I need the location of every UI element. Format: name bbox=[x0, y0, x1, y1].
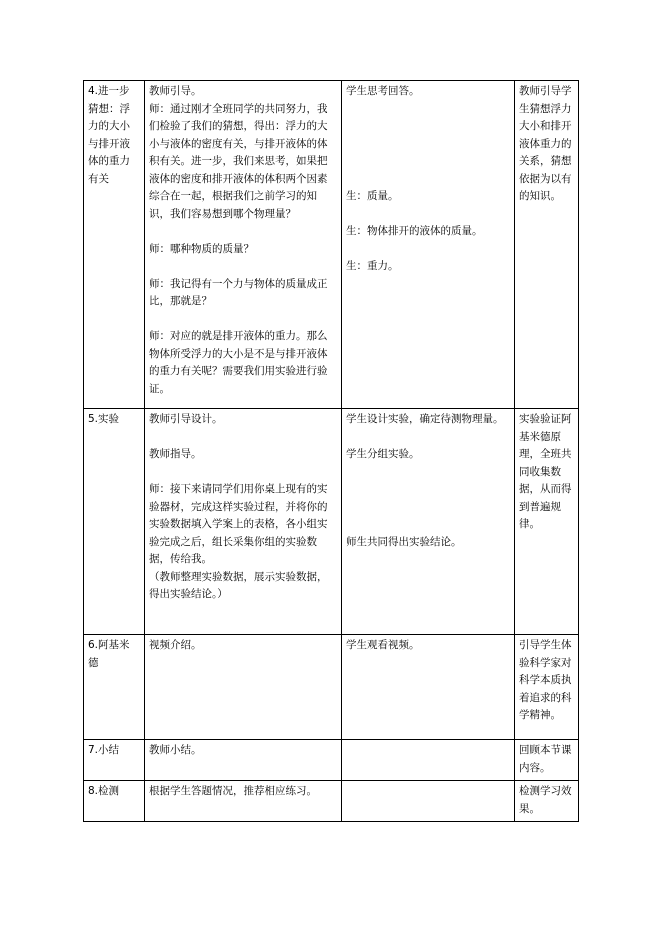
intent-text: 引导学生体验科学家对科学本质执着追求的科学精神。 bbox=[519, 639, 572, 721]
spacer bbox=[346, 481, 510, 499]
table-row bbox=[84, 781, 579, 822]
spacer bbox=[346, 171, 510, 189]
intent-text: 教师引导学生猜想浮力大小和排开液体重力的关系，猜想依据为以有的知识。 bbox=[519, 85, 572, 202]
stage-cell bbox=[84, 81, 145, 409]
stage-text: 4.进一步猜想：浮力的大小与排开液体的重力有关 bbox=[88, 85, 130, 185]
student-line: 生：质量。 bbox=[346, 190, 399, 202]
spacer bbox=[149, 429, 337, 447]
student-line: 生：物体排开的液体的质量。 bbox=[346, 225, 483, 237]
design-intent-cell bbox=[515, 81, 579, 409]
teacher-line: 教师引导。 bbox=[149, 85, 202, 97]
teacher-line: 视频介绍。 bbox=[149, 639, 202, 651]
teacher-line: 师：哪种物质的质量？ bbox=[149, 242, 254, 255]
spacer bbox=[346, 464, 510, 482]
teacher-line: 教师小结。 bbox=[149, 744, 202, 756]
intent-text: 实验验证阿基米德原理，全班共同收集数据，从而得到普遍规律。 bbox=[519, 413, 572, 530]
stage-cell bbox=[84, 635, 145, 740]
design-intent-cell bbox=[515, 740, 579, 781]
lesson-plan-body bbox=[84, 81, 579, 822]
teacher-activity-cell bbox=[145, 781, 342, 822]
design-intent-cell bbox=[515, 781, 579, 822]
spacer bbox=[149, 223, 337, 241]
design-intent-cell bbox=[515, 409, 579, 635]
teacher-activity-cell bbox=[145, 409, 342, 635]
student-line: 生：重力。 bbox=[346, 260, 399, 272]
teacher-line: （教师整理实验数据，展示实验数据，得出实验结论。） bbox=[149, 570, 328, 600]
spacer bbox=[346, 118, 510, 136]
intent-text: 回顾本节课内容。 bbox=[519, 744, 572, 774]
table-row bbox=[84, 81, 579, 409]
stage-cell bbox=[84, 409, 145, 635]
table-row bbox=[84, 409, 579, 635]
spacer bbox=[346, 153, 510, 171]
lesson-plan-table bbox=[83, 80, 579, 822]
teacher-activity-cell bbox=[145, 635, 342, 740]
spacer bbox=[346, 516, 510, 534]
spacer bbox=[149, 311, 337, 329]
spacer bbox=[346, 429, 510, 447]
student-line: 学生分组实验。 bbox=[346, 448, 420, 460]
teacher-line: 师：通过刚才全班同学的共同努力，我们检验了我们的猜想，得出：浮力的大小与液体的密度有关，与排开液体的体积有关。进一步，我们来思考，如果把液体的密度和排开液体的体积两个因素综合在一起，根据我们之前学习的知识，我们容易想到哪个物理量？ bbox=[149, 102, 328, 220]
stage-text: 7.小结 bbox=[88, 744, 120, 756]
student-activity-cell bbox=[342, 740, 515, 781]
stage-cell bbox=[84, 740, 145, 781]
spacer bbox=[346, 241, 510, 259]
stage-cell bbox=[84, 781, 145, 822]
teacher-line: 教师指导。 bbox=[149, 448, 202, 460]
table-row bbox=[84, 740, 579, 781]
spacer bbox=[346, 499, 510, 517]
student-line: 师生共同得出实验结论。 bbox=[346, 535, 462, 548]
teacher-line: 根据学生答题情况，推荐相应练习。 bbox=[149, 785, 317, 797]
teacher-line: 师：我记得有一个力与物体的质量成正比，那就是？ bbox=[149, 277, 328, 307]
table-row bbox=[84, 635, 579, 740]
stage-text: 5.实验 bbox=[88, 413, 120, 425]
spacer bbox=[346, 206, 510, 224]
spacer bbox=[346, 136, 510, 154]
teacher-line: 教师引导设计。 bbox=[149, 413, 223, 425]
teacher-activity-cell bbox=[145, 740, 342, 781]
spacer bbox=[346, 101, 510, 119]
student-line: 学生观看视频。 bbox=[346, 639, 420, 651]
student-line bbox=[346, 783, 510, 801]
student-line: 学生思考回答。 bbox=[346, 85, 420, 97]
student-line: 学生设计实验，确定待测物理量。 bbox=[346, 413, 504, 425]
student-activity-cell bbox=[342, 81, 515, 409]
stage-text: 6.阿基米德 bbox=[88, 639, 130, 669]
student-line bbox=[346, 742, 510, 760]
teacher-line: 师：接下来请同学们用你桌上现有的实验器材，完成这样实验过程，并将你的实验数据填入学案上的表格，各小组实验完成之后，组长采集你组的实验数据，传给我。 bbox=[149, 483, 328, 565]
student-activity-cell bbox=[342, 635, 515, 740]
teacher-line: 师：对应的就是排开液体的重力。那么物体所受浮力的大小是不是与排开液体的重力有关呢？需要我们用实验进行验证。 bbox=[149, 330, 328, 395]
stage-text: 8.检测 bbox=[88, 785, 120, 797]
spacer bbox=[149, 258, 337, 276]
intent-text: 检测学习效果。 bbox=[519, 785, 572, 815]
student-activity-cell bbox=[342, 409, 515, 635]
student-activity-cell bbox=[342, 781, 515, 822]
teacher-activity-cell bbox=[145, 81, 342, 409]
design-intent-cell bbox=[515, 635, 579, 740]
spacer bbox=[149, 464, 337, 482]
